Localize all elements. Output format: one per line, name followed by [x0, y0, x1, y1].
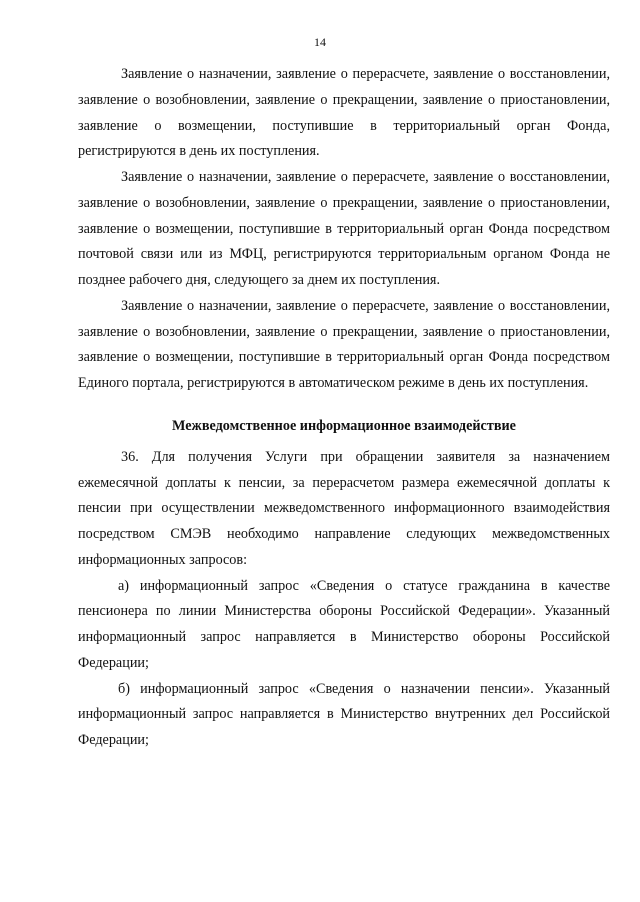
list-item-request-a: а) информационный запрос «Сведения о статусе гражданина в качестве пенсионера по линии Министерства обороны Российской Федерации». Указанный информационный запрос направляется в Министерство обороны Российской Федерации;: [78, 577, 610, 671]
paragraph-clause-36: 36. Для получения Услуги при обращении заявителя за назначением ежемесячной доплаты к пенсии, за перерасчетом размера ежемесячной доплаты к пенсии при осуществлении межведомственного информационного взаимодействия посредством СМЭВ необходимо направление следующих межведомственных информационных запросов:: [78, 448, 610, 568]
page-body: [78, 62, 610, 754]
page-number: 14: [314, 35, 326, 49]
list-item-request-b: б) информационный запрос «Сведения о назначении пенсии». Указанный информационный запрос направляется в Министерство внутренних дел Российской Федерации;: [78, 680, 610, 748]
paragraph-registration-by-post-or-mfc: Заявление о назначении, заявление о перерасчете, заявление о восстановлении, заявление о возобновлении, заявление о прекращении, заявление о приостановлении, заявление о возмещении, поступившие в территориальный орган Фонда посредством почтовой связи или из МФЦ, регистрируются территориальным органом Фонда не позднее рабочего дня, следующего за днем их поступления.: [78, 169, 610, 288]
section-heading: Межведомственное информационное взаимодействие: [172, 417, 516, 434]
paragraph-registration-via-portal: Заявление о назначении, заявление о перерасчете, заявление о восстановлении, заявление о возобновлении, заявление о прекращении, заявление о приостановлении, заявление о возмещении, поступившие в территориальный орган Фонда посредством Единого портала, регистрируются в автоматическом режиме в день их поступления.: [78, 297, 610, 391]
paragraph-registration-in-office: Заявление о назначении, заявление о перерасчете, заявление о восстановлении, заявление о возобновлении, заявление о прекращении, заявление о приостановлении, заявление о возмещении, поступившие в территориальный орган Фонда, регистрируются в день их поступления.: [78, 66, 610, 160]
